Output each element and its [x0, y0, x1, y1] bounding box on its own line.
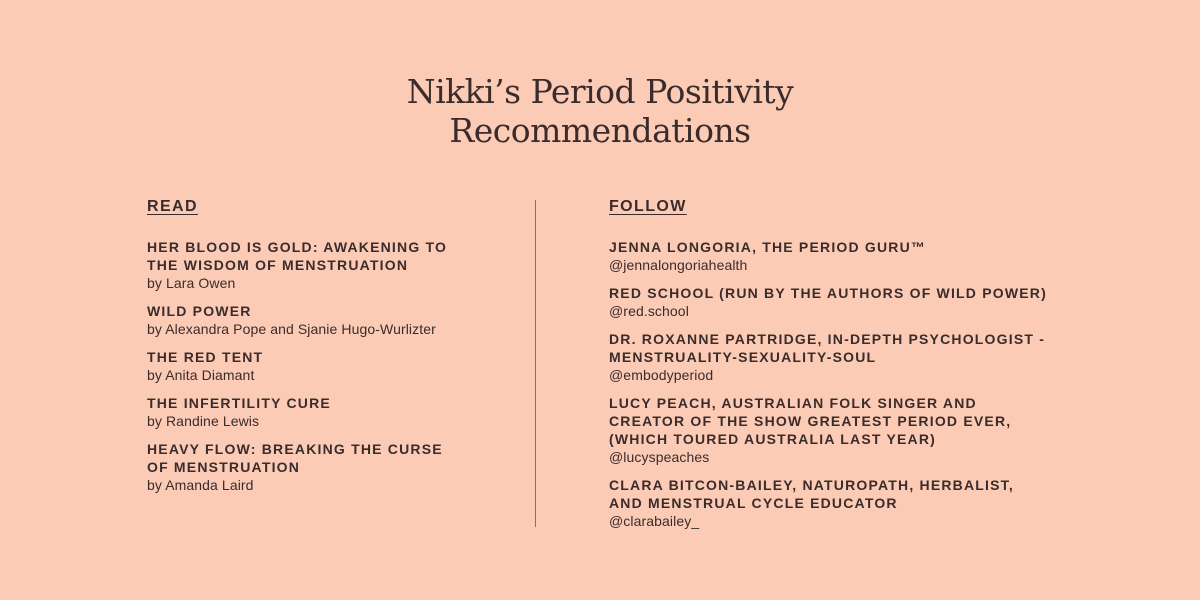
- account-description: LUCY PEACH, AUSTRALIAN FOLK SINGER AND CREATOR OF THE SHOW GREATEST PERIOD EVER, (WHICH TOURED AUSTRALIA LAST YEAR): [609, 395, 1012, 447]
- book-title: HER BLOOD IS GOLD: AWAKENING TO THE WISDOM OF MENSTRUATION: [147, 239, 448, 273]
- read-item: [147, 440, 487, 494]
- follow-heading: FOLLOW: [609, 198, 687, 215]
- account-description: CLARA BITCON-BAILEY, NATUROPATH, HERBALIST, AND MENSTRUAL CYCLE EDUCATOR: [609, 477, 1014, 511]
- book-title: THE RED TENT: [147, 349, 264, 365]
- book-author: by Amanda Laird: [147, 477, 254, 493]
- account-handle: @red.school: [609, 303, 689, 319]
- account-handle: @lucyspeaches: [609, 449, 710, 465]
- read-column: [147, 198, 487, 504]
- book-title: THE INFERTILITY CURE: [147, 395, 331, 411]
- page-title-line-2: Recommendations: [449, 111, 751, 150]
- follow-item: [609, 284, 1079, 320]
- book-title: WILD POWER: [147, 303, 252, 319]
- follow-item: [609, 238, 1079, 274]
- read-item: [147, 348, 487, 384]
- follow-column: [609, 198, 1079, 540]
- account-handle: @jennalongoriahealth: [609, 257, 748, 273]
- read-item: [147, 302, 487, 338]
- account-handle: @embodyperiod: [609, 367, 714, 383]
- book-author: by Alexandra Pope and Sjanie Hugo-Wurlizter: [147, 321, 436, 337]
- account-description: RED SCHOOL (RUN BY THE AUTHORS OF WILD POWER): [609, 285, 1047, 301]
- account-description: JENNA LONGORIA, THE PERIOD GURU™: [609, 239, 927, 255]
- page-title: [0, 72, 1200, 150]
- read-item: [147, 394, 487, 430]
- book-title: HEAVY FLOW: BREAKING THE CURSE OF MENSTRUATION: [147, 441, 443, 475]
- follow-item: [609, 330, 1079, 384]
- book-author: by Randine Lewis: [147, 413, 260, 429]
- follow-item: [609, 394, 1079, 466]
- book-author: by Anita Diamant: [147, 367, 255, 383]
- read-item: [147, 238, 487, 292]
- account-handle: @clarabailey_: [609, 513, 700, 529]
- page-title-line-1: Nikki’s Period Positivity: [406, 72, 794, 111]
- follow-item: [609, 476, 1079, 530]
- book-author: by Lara Owen: [147, 275, 236, 291]
- account-description: DR. ROXANNE PARTRIDGE, IN-DEPTH PSYCHOLOGIST - MENSTRUALITY-SEXUALITY-SOUL: [609, 331, 1046, 365]
- column-divider: [535, 200, 536, 527]
- read-heading: READ: [147, 198, 198, 215]
